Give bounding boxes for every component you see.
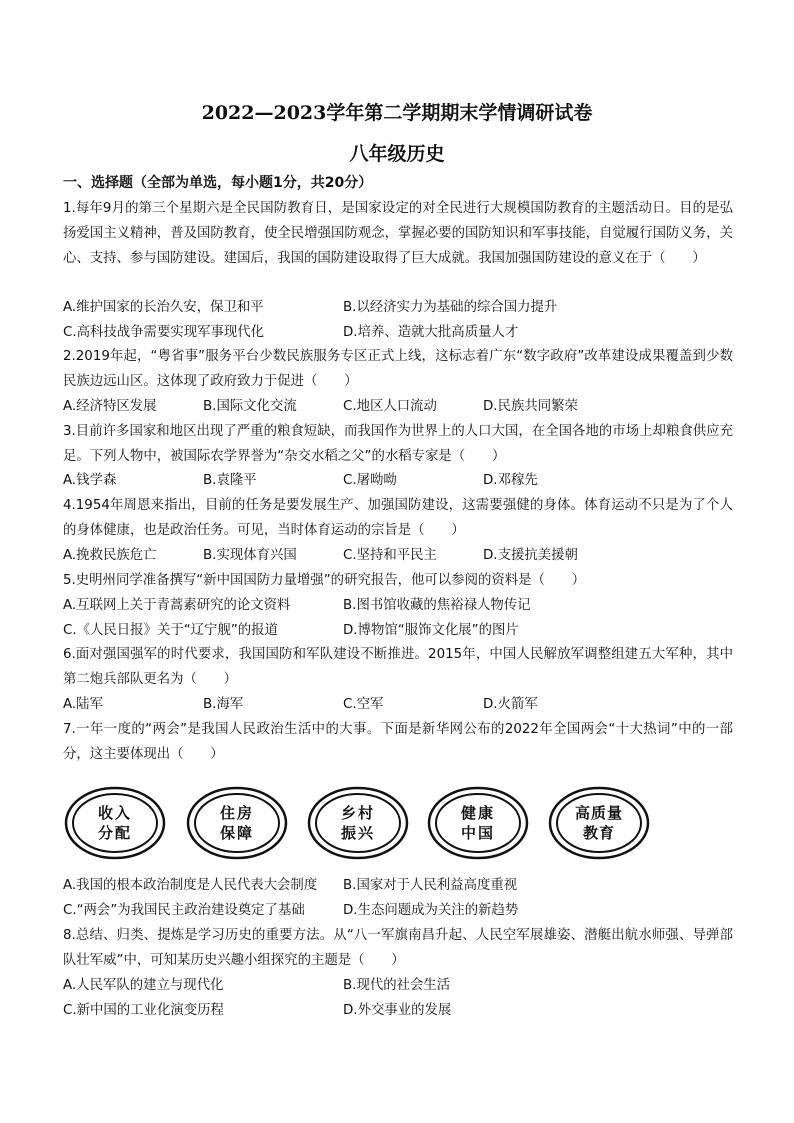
hot-word-badge	[548, 786, 650, 860]
option-d: D.火箭军	[483, 697, 538, 712]
question-6-stem: 6.面对强国强军的时代要求，我国国防和军队建设不断推进。2015年，中国人民解放军调整组建五大军种，其中第二炮兵部队更名为（ ）	[63, 647, 733, 687]
option-a: A.人民军队的建立与现代化	[63, 978, 224, 993]
option-b: B.海军	[203, 697, 244, 712]
option-b: B.袁隆平	[203, 473, 257, 488]
hot-word-badge	[64, 786, 166, 860]
hot-words-figure	[64, 786, 724, 862]
question-7-stem: 7.一年一度的“两会”是我国人民政治生活中的大事。下面是新华网公布的2022年全国两会“十大热词”中的一部分，这主要体现出（ ）	[63, 722, 733, 762]
question-5-options	[63, 594, 743, 643]
hot-word-badge	[307, 786, 409, 860]
hot-word-badge	[427, 786, 529, 860]
question-2-options	[63, 395, 743, 420]
question-2-stem: 2.2019年起，“粤省事”服务平台少数民族服务专区正式上线，这标志着广东“数字政府”改革建设成果覆盖到少数民族边远山区。这体现了政府致力于促进（ ）	[63, 349, 733, 389]
hot-word-label: 高质量教育	[574, 804, 623, 842]
question-1-stem: 1.每年9月的第三个星期六是全民国防教育日，是国家设定的对全民进行大规模国防教育的主题活动日。目的是弘扬爱国主义精神，普及国防教育，使全民增强国防观念，掌握必要的国防知识和军事技能，自觉履行国防义务，关心、支持、参与国防建设。建国后，我国的国防建设取得了巨大成就。我国加强国防建设的意义在于（ ）	[63, 201, 733, 266]
question-8-stem: 8.总结、归类、提炼是学习历史的重要方法。从“八一军旗南昌升起、人民空军展雄姿、潜艇出航水师强、导弹部队壮军威”中，可知某历史兴趣小组探究的主题是（ ）	[63, 928, 733, 968]
question-4-stem: 4.1954年周恩来指出，目前的任务是要发展生产、加强国防建设，这需要强健的身体。体育运动不只是为了个人的身体健康，也是政治任务。可见，当时体育运动的宗旨是（ ）	[63, 498, 733, 538]
question-3-options	[63, 469, 743, 494]
hot-word-label: 住房保障	[219, 804, 254, 842]
option-a: A.挽救民族危亡	[63, 548, 157, 563]
option-a: A.维护国家的长治久安，保卫和平	[63, 300, 264, 315]
option-b: B.国家对于人民利益高度重视	[343, 878, 518, 893]
option-c: C.新中国的工业化演变历程	[63, 1002, 224, 1018]
question-1-options	[63, 296, 743, 345]
option-d: D.民族共同繁荣	[483, 399, 578, 414]
question-6-options	[63, 693, 743, 718]
hot-word-label: 收入分配	[97, 804, 132, 842]
question-3-stem: 3.目前许多国家和地区出现了严重的粮食短缺，而我国作为世界上的人口大国，在全国各地的市场上却粮食供应充足。下列人物中，被国际农学界誉为“杂交水稻之父”的水稻专家是（ ）	[63, 424, 733, 464]
hot-word-label: 乡村振兴	[340, 804, 375, 842]
exam-title: 2022—2023学年第二学期期末学情调研试卷	[201, 102, 593, 124]
option-b: B.以经济实力为基础的综合国力提升	[343, 300, 558, 315]
hot-word-badge	[186, 786, 288, 860]
question-4-options	[63, 544, 743, 569]
option-a: A.经济特区发展	[63, 399, 157, 414]
question-8-options	[63, 974, 743, 1023]
question-7-options	[63, 874, 743, 923]
option-a: A.陆军	[63, 697, 103, 712]
option-d: D.外交事业的发展	[343, 1002, 452, 1018]
option-b: B.图书馆收藏的焦裕禄人物传记	[343, 598, 531, 613]
question-5-stem: 5.史明州同学准备撰写“新中国国防力量增强”的研究报告，他可以参阅的资料是（ ）	[63, 573, 586, 588]
option-c: C.高科技战争需要实现军事现代化	[63, 324, 265, 340]
option-d: D.生态问题成为关注的新趋势	[343, 902, 519, 918]
option-c: C.《人民日报》关于“辽宁舰”的报道	[63, 622, 278, 638]
option-d: D.培养、造就大批高质量人才	[343, 324, 519, 340]
option-d: D.博物馆“服饰文化展”的图片	[343, 622, 519, 638]
exam-subject: 八年级历史	[349, 143, 445, 165]
option-c: C.地区人口流动	[343, 399, 437, 414]
option-d: D.支援抗美援朝	[483, 548, 578, 563]
option-a: A.互联网上关于青蒿素研究的论文资料	[63, 598, 291, 613]
option-c: C.空军	[343, 697, 384, 712]
option-d: D.邓稼先	[483, 473, 538, 488]
option-a: A.钱学森	[63, 473, 117, 488]
option-b: B.国际文化交流	[203, 399, 297, 414]
section-heading: 一、选择题（全部为单选，每小题1分，共20分）	[63, 175, 373, 191]
hot-word-label: 健康中国	[460, 804, 495, 842]
option-c: C.坚持和平民主	[343, 548, 437, 563]
option-c: C.屠呦呦	[343, 473, 397, 488]
option-a: A.我国的根本政治制度是人民代表大会制度	[63, 878, 318, 893]
option-c: C.“两会”为我国民主政治建设奠定了基础	[63, 902, 305, 918]
option-b: B.实现体育兴国	[203, 548, 297, 563]
option-b: B.现代的社会生活	[343, 978, 451, 993]
